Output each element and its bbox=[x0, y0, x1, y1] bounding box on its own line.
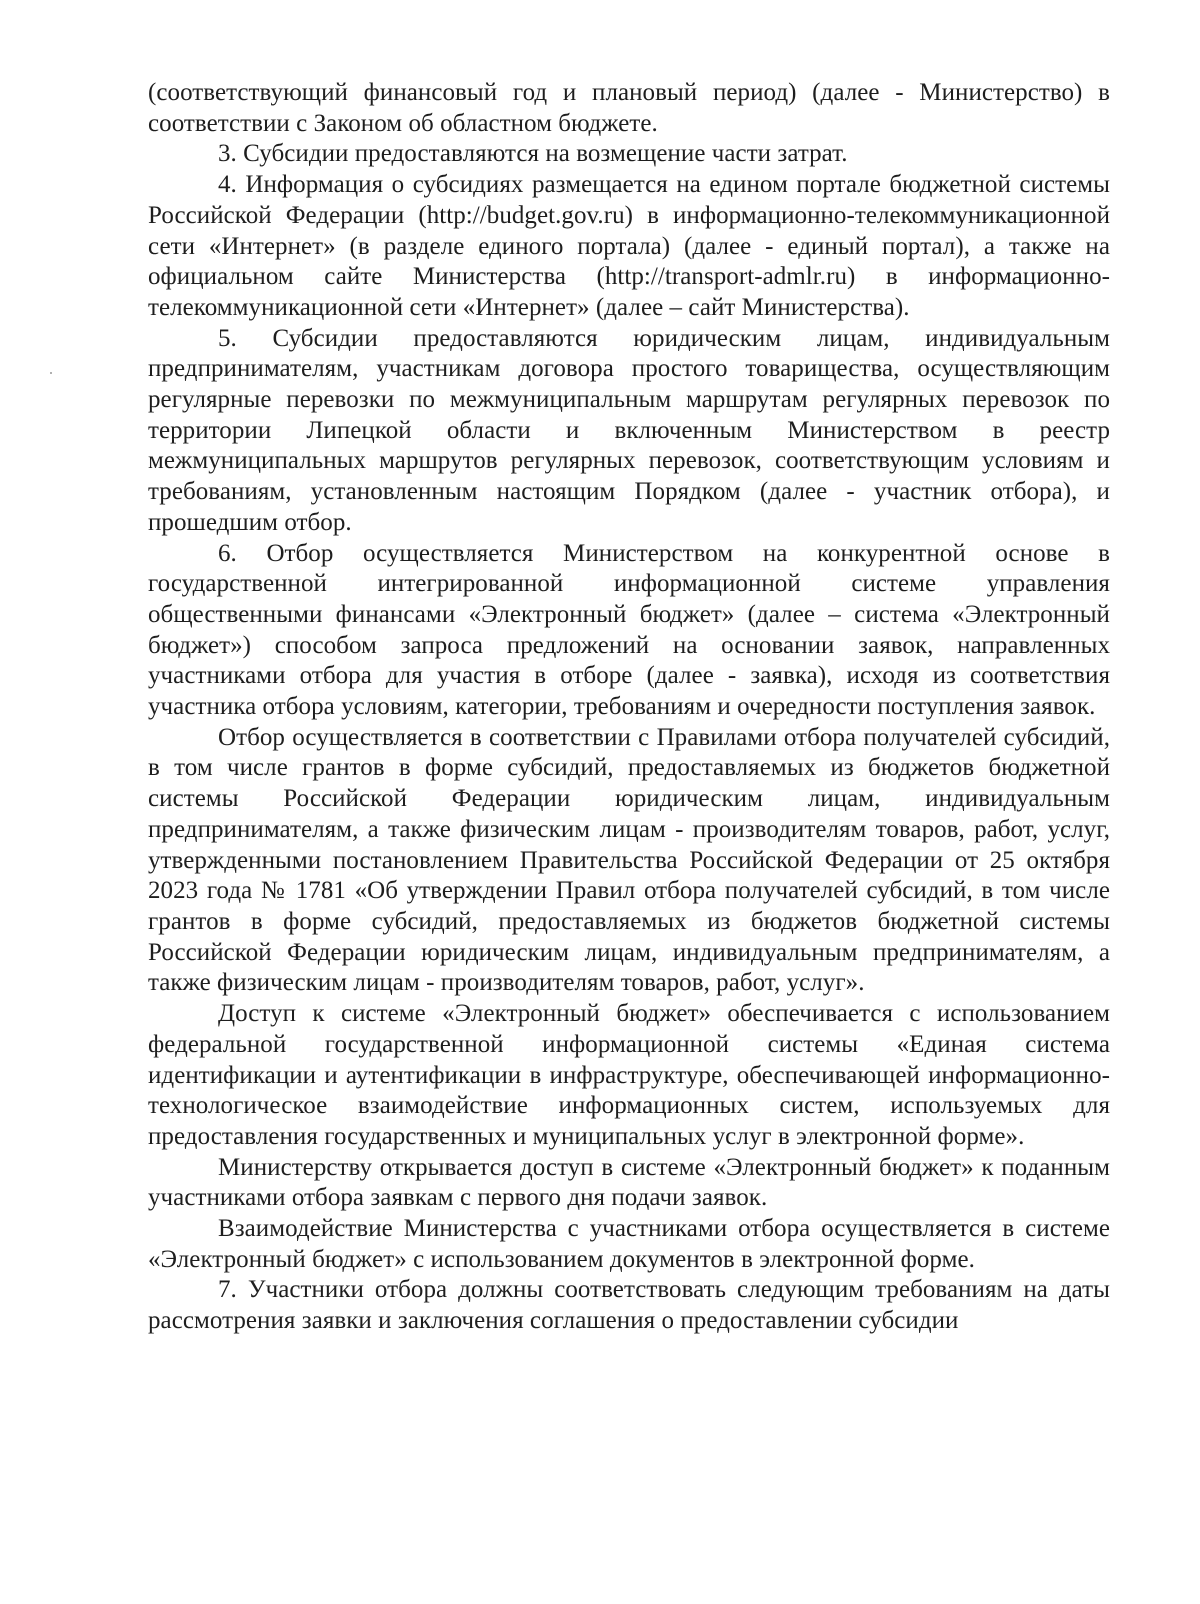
paragraph-system-access: Доступ к системе «Электронный бюджет» обеспечивается с использованием федеральной государственной информационной системы «Единая система идентификации и аутентификации в инфраструктуре, обеспечивающей информационно-технологическое взаимодействие информационных систем, используемых для предоставления государственных и муниципальных услуг в электронной форме». bbox=[148, 1000, 1110, 1150]
paragraph-item-7: 7. Участники отбора должны соответствовать следующим требованиям на даты рассмотрения заявки и заключения соглашения о предоставлении субсидии bbox=[148, 1276, 1110, 1335]
paragraph-ministry-access: Министерству открывается доступ в системе «Электронный бюджет» к поданным участниками отбора заявкам с первого дня подачи заявок. bbox=[148, 1153, 1110, 1212]
paragraph-item-5: 5. Субсидии предоставляются юридическим лицам, индивидуальным предпринимателям, участникам договора простого товарищества, осуществляющим регулярные перевозки по межмуниципальным маршрутам регулярных перевозок по территории Липецкой области и включенным Министерством в реестр межмуниципальных маршрутов регулярных перевозок, соответствующим условиям и требованиям, установленным настоящим Порядком (далее - участник отбора), и прошедшим отбор. bbox=[148, 324, 1110, 536]
scan-speck bbox=[50, 372, 52, 374]
document-page bbox=[148, 78, 1110, 1337]
paragraph-item-6: 6. Отбор осуществляется Министерством на конкурентной основе в государственной интегрированной информационной системе управления общественными финансами «Электронный бюджет» (далее – система «Электронный бюджет») способом запроса предложений на основании заявок, направленных участниками отбора для участия в отборе (далее - заявка), исходя из соответствия участника отбора условиям, категории, требованиям и очередности поступления заявок. bbox=[148, 539, 1110, 721]
paragraph-selection-rules: Отбор осуществляется в соответствии с Правилами отбора получателей субсидий, в том числе грантов в форме субсидий, предоставляемых из бюджетов бюджетной системы Российской Федерации юридическим лицам, индивидуальным предпринимателям, а также физическим лицам - производителям товаров, работ, услуг, утвержденными постановлением Правительства Российской Федерации от 25 октября 2023 года № 1781 «Об утверждении Правил отбора получателей субсидий, в том числе грантов в форме субсидий, предоставляемых из бюджетов бюджетной системы Российской Федерации юридическим лицам, индивидуальным предпринимателям, а также физическим лицам - производителям товаров, работ, услуг». bbox=[148, 723, 1110, 997]
paragraph-item-4: 4. Информация о субсидиях размещается на едином портале бюджетной системы Российской Федерации (http://budget.gov.ru) в информационно-телекоммуникационной сети «Интернет» (в разделе единого портала) (далее - единый портал), а также на официальном сайте Министерства (http://transport-admlr.ru) в информационно-телекоммуникационной сети «Интернет» (далее – сайт Министерства). bbox=[148, 171, 1110, 321]
paragraph-continuation: (соответствующий финансовый год и плановый период) (далее - Министерство) в соответствии с Законом об областном бюджете. bbox=[148, 79, 1110, 137]
paragraph-interaction: Взаимодействие Министерства с участниками отбора осуществляется в системе «Электронный бюджет» с использованием документов в электронной форме. bbox=[148, 1215, 1110, 1273]
paragraph-item-3: 3. Субсидии предоставляются на возмещение части затрат. bbox=[218, 140, 848, 168]
